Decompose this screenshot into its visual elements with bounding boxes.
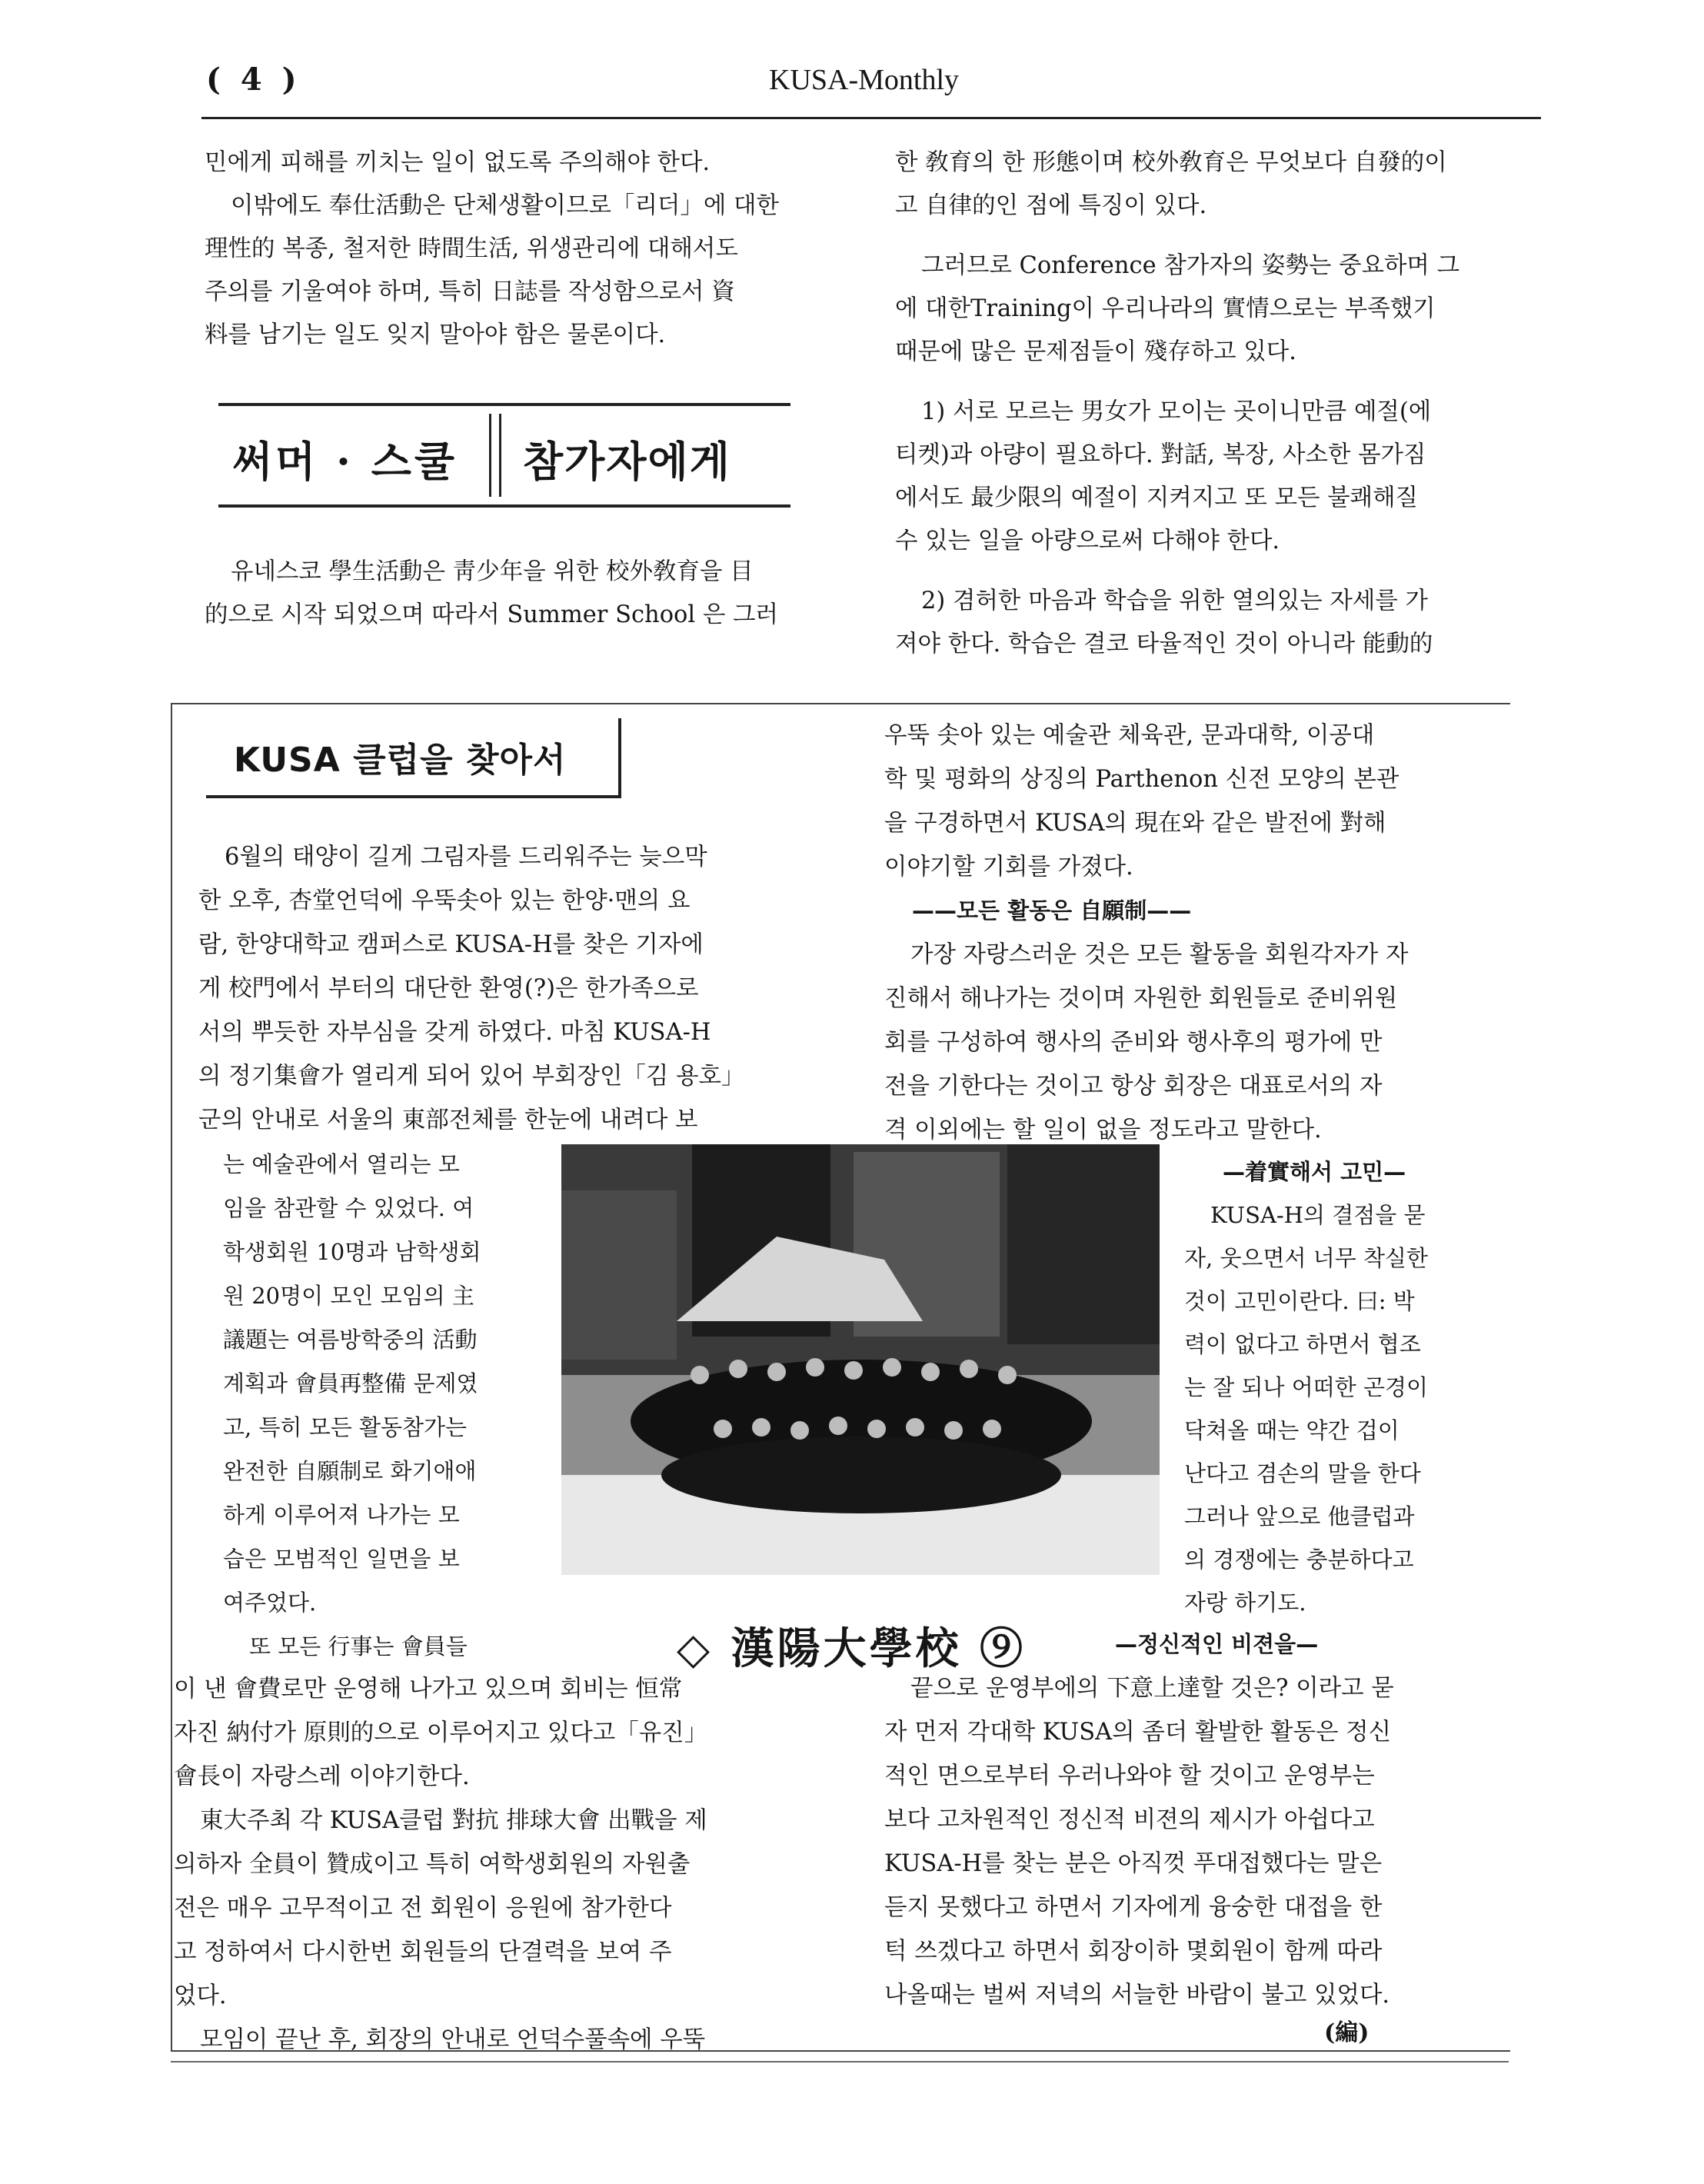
text-line: 그러나 앞으로 他클럽과 bbox=[1184, 1503, 1415, 1530]
feature-title: KUSA 클럽을 찾아서 bbox=[234, 741, 567, 780]
text-line: 회를 구성하여 행사의 준비와 행사후의 평가에 만 bbox=[884, 1029, 1383, 1056]
text-line: 자, 웃으면서 너무 착실한 bbox=[1184, 1245, 1429, 1271]
text-line: 임을 참관할 수 있었다. 여 bbox=[223, 1195, 474, 1221]
summer-school-lines bbox=[205, 551, 820, 637]
text-line: 군의 안내로 서울의 東部전체를 한눈에 내려다 보 bbox=[198, 1107, 698, 1134]
text-line: 져야 한다. 학습은 결코 타율적인 것이 아니라 能動的 bbox=[895, 631, 1433, 658]
text-line: 東大주최 각 KUSA클럽 對抗 排球大會 出戰을 제 bbox=[200, 1807, 707, 1834]
text-line: 의 정기集會가 열리게 되어 있어 부회장인「김 용호」 bbox=[198, 1063, 745, 1090]
text-line: 적인 면으로부터 우러나와야 할 것이고 운영부는 bbox=[884, 1763, 1375, 1789]
text-line: 턱 쓰겠다고 하면서 회장이하 몇회원이 함께 따라 bbox=[884, 1938, 1383, 1965]
running-header: KUSA-Monthly bbox=[769, 64, 960, 96]
text-line: 料를 남기는 일도 잊지 말아야 함은 물론이다. bbox=[205, 321, 666, 348]
section-subheading: —정신적인 비젼을— bbox=[1115, 1631, 1319, 1657]
text-line: 2) 겸허한 마음과 학습을 위한 열의있는 자세를 가 bbox=[921, 588, 1428, 614]
text-line: 여주었다. bbox=[223, 1590, 317, 1616]
text-line: 보다 고차원적인 정신적 비젼의 제시가 아쉽다고 bbox=[884, 1806, 1375, 1833]
text-line: 자진 納付가 原則的으로 이루어지고 있다고「유진」 bbox=[174, 1720, 708, 1746]
text-line: 하게 이루어져 나가는 모 bbox=[223, 1502, 460, 1528]
text-line: 고 自律的인 점에 특징이 있다. bbox=[895, 192, 1207, 219]
summer-school-subtitle: 참가자에게 bbox=[523, 437, 731, 486]
text-line: 계획과 會員再整備 문제였 bbox=[223, 1370, 478, 1397]
feature-left-bottom bbox=[174, 1667, 827, 2062]
text-line: 게 校門에서 부터의 대단한 환영(?)은 한가족으로 bbox=[198, 975, 699, 1002]
text-line: 會長이 자랑스레 이야기한다. bbox=[174, 1763, 470, 1790]
feature-left-top bbox=[198, 835, 826, 1142]
text-line: 람, 한양대학교 캠퍼스로 KUSA-H를 찾은 기자에 bbox=[198, 931, 704, 958]
text-line: 자랑 하기도. bbox=[1184, 1590, 1306, 1616]
text-line: 의 경쟁에는 충분하다고 bbox=[1184, 1546, 1414, 1573]
text-line: 듣지 못했다고 하면서 기자에게 융숭한 대접을 한 bbox=[884, 1894, 1383, 1921]
text-line: 을 구경하면서 KUSA의 現在와 같은 발전에 對해 bbox=[884, 810, 1386, 837]
section-subheading: —着實해서 고민— bbox=[1223, 1159, 1406, 1185]
text-line: 이밖에도 奉仕活動은 단체생활이므로「리더」에 대한 bbox=[231, 192, 779, 219]
text-line: 고 정하여서 다시한번 회원들의 단결력을 보여 주 bbox=[174, 1939, 672, 1966]
text-line: 의하자 全員이 贊成이고 특히 여학생회원의 자원출 bbox=[174, 1851, 691, 1878]
text-line: 력이 없다고 하면서 협조 bbox=[1184, 1331, 1421, 1357]
text-line: 수 있는 일을 아량으로써 다해야 한다. bbox=[895, 528, 1280, 554]
text-line: 전은 매우 고무적이고 전 회원이 응원에 참가한다 bbox=[174, 1895, 672, 1922]
text-line: 닥쳐올 때는 약간 겁이 bbox=[1184, 1417, 1399, 1443]
text-line: 완전한 自願制로 화기애애 bbox=[223, 1458, 477, 1484]
text-line: 고, 특히 모든 활동참가는 bbox=[223, 1414, 468, 1440]
text-line: 에서도 最少限의 예절이 지켜지고 또 모든 불쾌해질 bbox=[895, 484, 1419, 511]
text-line: 때문에 많은 문제점들이 殘存하고 있다. bbox=[895, 338, 1296, 365]
feature-left-narrow bbox=[223, 1143, 551, 1669]
summer-school-title: 써머 · 스쿨 bbox=[232, 437, 458, 486]
summer-school-title-box bbox=[218, 403, 790, 508]
feature-right-top bbox=[884, 714, 1495, 1152]
text-line: 한 오후, 杏堂언덕에 우뚝솟아 있는 한양·맨의 요 bbox=[198, 887, 691, 914]
text-line: 이야기할 기회를 가졌다. bbox=[884, 854, 1133, 881]
text-line: 그러므로 Conference 참가자의 姿勢는 중요하며 그 bbox=[921, 252, 1460, 279]
text-line: 주의를 기울여야 하며, 특히 日誌를 작성함으로서 資 bbox=[205, 278, 735, 305]
text-line: 민에게 피해를 끼치는 일이 없도록 주의해야 한다. bbox=[205, 149, 711, 176]
text-line: 서의 뿌듯한 자부심을 갖게 하였다. 마침 KUSA-H bbox=[198, 1019, 711, 1046]
text-line: 유네스코 學生活動은 靑少年을 위한 校外敎育을 目 bbox=[231, 558, 754, 585]
text-line: 자 먼저 각대학 KUSA의 좀더 활발한 활동은 정신 bbox=[884, 1719, 1392, 1746]
intro-left-column bbox=[205, 141, 820, 357]
text-line: 1) 서로 모르는 男女가 모이는 곳이니만큼 예절(에 bbox=[921, 398, 1432, 425]
text-line: 격 이외에는 할 일이 없을 정도라고 말한다. bbox=[884, 1117, 1322, 1144]
text-line: 모임이 끝난 후, 회장의 안내로 언덕수풀속에 우뚝 bbox=[200, 2026, 706, 2053]
editor-signoff: (編) bbox=[1324, 2019, 1370, 2046]
text-line: 었다. bbox=[174, 1983, 227, 2009]
text-line: 학생회원 10명과 남학생회 bbox=[223, 1239, 481, 1265]
bottom-rule bbox=[171, 2061, 1509, 2062]
text-line: 우뚝 솟아 있는 예술관 체육관, 문과대학, 이공대 bbox=[884, 722, 1375, 749]
text-line: 6월의 태양이 길게 그림자를 드리워주는 늦으막 bbox=[225, 844, 707, 871]
text-line: 끝으로 운영부에의 下意上達할 것은? 이라고 묻 bbox=[910, 1675, 1394, 1702]
group-photo-image bbox=[561, 1144, 1160, 1575]
text-line: 나올때는 벌써 저녁의 서늘한 바람이 불고 있었다. bbox=[884, 1982, 1390, 2009]
feature-right-bottom bbox=[884, 1623, 1495, 2017]
text-line: 가장 자랑스러운 것은 모든 활동을 회원각자가 자 bbox=[910, 941, 1409, 968]
text-line: KUSA-H의 결점을 묻 bbox=[1210, 1202, 1426, 1228]
text-line: 진해서 해나가는 것이며 자원한 회원들로 준비위원 bbox=[884, 985, 1398, 1012]
text-line: 한 敎育의 한 形態이며 校外敎育은 무엇보다 自發的이 bbox=[895, 149, 1447, 176]
text-line: 또 모든 行事는 會員들 bbox=[249, 1633, 468, 1660]
text-line: 는 예술관에서 열리는 모 bbox=[223, 1151, 460, 1177]
text-line: 이 낸 會費로만 운영해 나가고 있으며 회비는 恒常 bbox=[174, 1676, 683, 1703]
text-line: 전을 기한다는 것이고 항상 회장은 대표로서의 자 bbox=[884, 1073, 1383, 1100]
text-line: 습은 모범적인 일면을 보 bbox=[223, 1546, 460, 1572]
group-photo bbox=[561, 1144, 1160, 1575]
text-line: 티켓)과 아량이 필요하다. 對話, 복장, 사소한 몸가짐 bbox=[895, 441, 1426, 468]
text-line: 理性的 복종, 철저한 時間生活, 위생관리에 대해서도 bbox=[205, 235, 738, 262]
text-line: 的으로 시작 되었으며 따라서 Summer School 은 그러 bbox=[205, 601, 778, 628]
feature-title-box bbox=[206, 718, 621, 798]
text-line: 는 잘 되나 어떠한 곤경이 bbox=[1184, 1374, 1429, 1400]
title-divider bbox=[489, 414, 501, 497]
header-rule bbox=[201, 117, 1541, 119]
intro-right-column bbox=[895, 141, 1538, 666]
text-line: 난다고 겸손의 말을 한다 bbox=[1184, 1460, 1421, 1487]
text-line: 것이 고민이란다. 曰: 박 bbox=[1184, 1288, 1415, 1314]
feature-right-narrow bbox=[1184, 1150, 1496, 1624]
page-number: ( 4 ) bbox=[206, 62, 301, 98]
section-subheading: ——모든 활동은 自願制—— bbox=[912, 897, 1192, 924]
text-line: 議題는 여름방학중의 活動 bbox=[223, 1327, 478, 1353]
school-caption: ◇ 漢陽大學校 ⑨ bbox=[677, 1623, 1027, 1674]
text-line: 학 및 평화의 상징의 Parthenon 신전 모양의 본관 bbox=[884, 766, 1399, 793]
text-line: 원 20명이 모인 모임의 主 bbox=[223, 1283, 474, 1309]
text-line: 에 대한Training이 우리나라의 實情으로는 부족했기 bbox=[895, 295, 1436, 322]
text-line: KUSA-H를 찾는 분은 아직껏 푸대접했다는 말은 bbox=[884, 1850, 1383, 1877]
